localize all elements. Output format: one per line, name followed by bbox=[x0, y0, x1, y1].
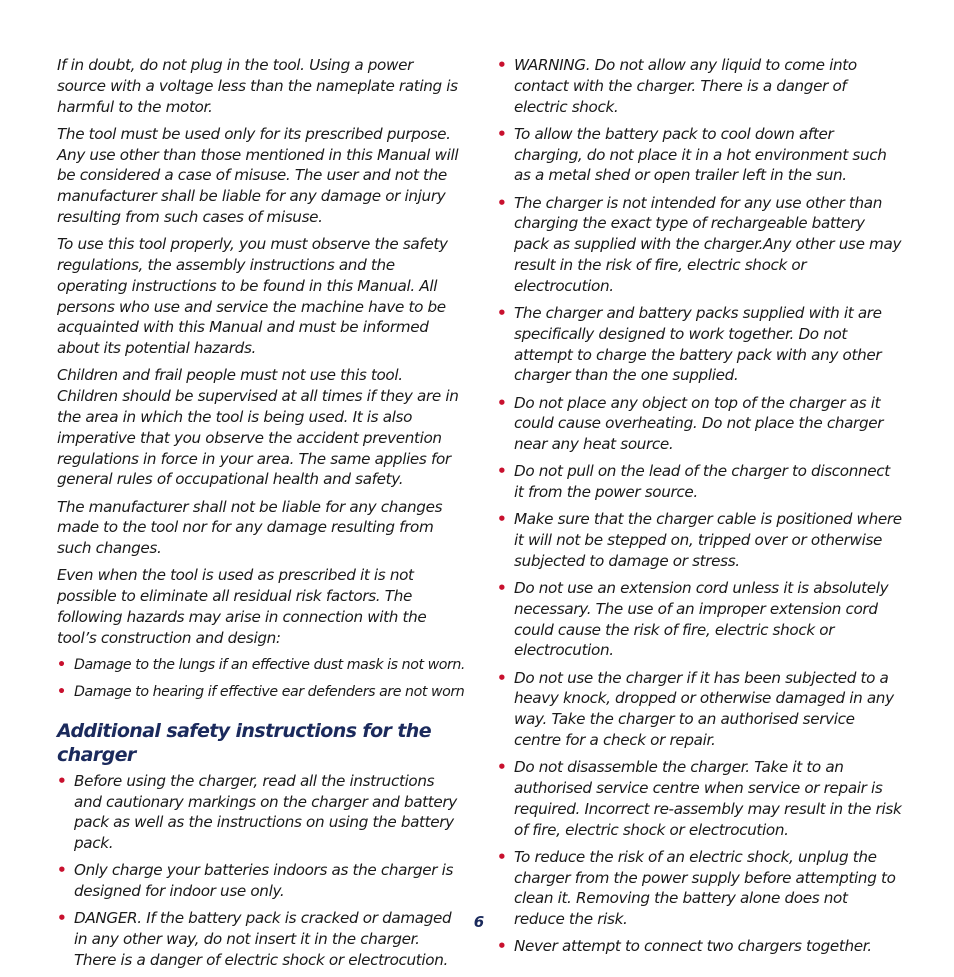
list-item bbox=[497, 757, 902, 840]
list-item bbox=[497, 509, 902, 571]
bullet-icon: • bbox=[57, 771, 67, 790]
hazard-list bbox=[57, 655, 465, 703]
paragraph-voltage: If in doubt, do not plug in the tool. Using a power source with a voltage less than the nameplate rating is harmful to the motor. bbox=[57, 56, 458, 116]
list-item-text: Do not use the charger if it has been subjected to a heavy knock, dropped or otherwise damaged in any way. Take the charger to an authorised service centre for a check or repair. bbox=[514, 668, 894, 750]
list-item-text: DANGER. If the battery pack is cracked or damaged in any other way, do not insert it in the charger. There is a danger of electric shock or electrocution. bbox=[74, 909, 452, 969]
list-item-text: Make sure that the charger cable is positioned where it will not be stepped on, tripped over or otherwise subjected to damage or stress. bbox=[514, 510, 902, 570]
bullet-icon: • bbox=[497, 303, 507, 322]
bullet-icon: • bbox=[497, 758, 507, 777]
list-item bbox=[497, 847, 902, 930]
list-item-text: The charger is not intended for any use other than charging the exact type of rechargeable battery pack as supplied with the charger.Any other use may result in the risk of fire, electric shock or electrocution. bbox=[514, 193, 902, 295]
bullet-icon: • bbox=[497, 393, 507, 412]
list-item-text: Do not use an extension cord unless it is absolutely necessary. The use of an improper extension cord could cause the risk of fire, electric shock or electrocution. bbox=[514, 579, 889, 660]
list-item bbox=[497, 193, 902, 297]
list-item-text: The charger and battery packs supplied with it are specifically designed to work together. Do not attempt to charge the battery pack with any other charger than the one supplied. bbox=[514, 303, 882, 385]
list-item bbox=[57, 908, 465, 970]
list-item-text: Before using the charger, read all the instructions and cautionary markings on the charger and battery pack as well as the instructions on using the battery pack. bbox=[74, 771, 457, 853]
bullet-icon: • bbox=[497, 462, 507, 481]
list-item bbox=[497, 936, 902, 957]
list-item bbox=[57, 771, 465, 854]
charger-warnings-list bbox=[497, 55, 902, 957]
bullet-icon: • bbox=[57, 861, 67, 880]
bullet-icon: • bbox=[497, 847, 507, 866]
list-item bbox=[497, 303, 902, 386]
list-item-text: Damage to the lungs if an effective dust mask is not worn. bbox=[74, 656, 465, 673]
charger-instructions-list bbox=[57, 771, 465, 971]
list-item bbox=[497, 393, 902, 455]
list-item bbox=[57, 655, 465, 676]
list-item bbox=[497, 578, 902, 661]
right-column bbox=[497, 55, 902, 964]
paragraph-safety-regulations: To use this tool properly, you must observe the safety regulations, the assembly instructions and the operating instructions to be found in this Manual. All persons who use and service the machine have to be acquainted with this Manual and must be informed about its potential hazards. bbox=[57, 235, 448, 358]
left-column bbox=[57, 55, 465, 977]
list-item-text: To allow the battery pack to cool down after charging, do not place it in a hot environment such as a metal shed or open trailer left in the sun. bbox=[514, 124, 887, 185]
paragraph-residual-risk: Even when the tool is used as prescribed it is not possible to eliminate all residual risk factors. The following hazards may arise in connection with the tool’s construction and design: bbox=[57, 566, 427, 647]
paragraph-prescribed-purpose: The tool must be used only for its prescribed purpose. Any use other than those mentioned in this Manual will be considered a case of misuse. The user and not the manufacturer shall be liable for any damage or injury resulting from such cases of misuse. bbox=[57, 124, 459, 226]
bullet-icon: • bbox=[57, 909, 67, 928]
bullet-icon: • bbox=[497, 193, 507, 212]
list-item bbox=[497, 124, 902, 186]
list-item-text: Do not place any object on top of the charger as it could cause overheating. Do not place the charger near any heat source. bbox=[514, 393, 884, 454]
page-number: 6 bbox=[473, 913, 485, 931]
section-heading: Additional safety instructions for the charger bbox=[57, 719, 432, 766]
bullet-icon: • bbox=[497, 937, 507, 956]
list-item-text: Damage to hearing if effective ear defenders are not worn bbox=[74, 684, 465, 701]
list-item-text: To reduce the risk of an electric shock, unplug the charger from the power supply before attempting to clean it. Removing the battery alone does not reduce the risk. bbox=[514, 847, 896, 929]
bullet-icon: • bbox=[57, 684, 66, 701]
bullet-icon: • bbox=[497, 124, 507, 143]
list-item bbox=[497, 55, 902, 117]
bullet-icon: • bbox=[57, 656, 66, 673]
list-item bbox=[497, 668, 902, 751]
list-item bbox=[57, 682, 465, 703]
bullet-icon: • bbox=[497, 579, 507, 598]
paragraph-children: Children and frail people must not use this tool. Children should be supervised at all times if they are in the area in which the tool is being used. It is also imperative that you observe the accident prevention regulations in force in your area. The same applies for general rules of occupational health and safety. bbox=[57, 366, 459, 489]
bullet-icon: • bbox=[497, 56, 507, 74]
list-item bbox=[497, 461, 902, 503]
list-item-text: Never attempt to connect two chargers together. bbox=[514, 937, 872, 956]
list-item-text: Do not disassemble the charger. Take it to an authorised service centre when service or repair is required. Incorrect re-assembly may result in the risk of fire, electric shock or electrocution. bbox=[514, 758, 902, 839]
bullet-icon: • bbox=[497, 510, 507, 529]
bullet-icon: • bbox=[497, 668, 507, 687]
list-item-text: Do not pull on the lead of the charger to disconnect it from the power source. bbox=[514, 462, 890, 502]
list-item-text: WARNING. Do not allow any liquid to come into contact with the charger. There is a danger of electric shock. bbox=[514, 56, 857, 116]
list-item-text: Only charge your batteries indoors as the charger is designed for indoor use only. bbox=[74, 861, 454, 901]
paragraph-liability: The manufacturer shall not be liable for any changes made to the tool nor for any damage resulting from such changes. bbox=[57, 497, 443, 558]
list-item bbox=[57, 860, 465, 902]
